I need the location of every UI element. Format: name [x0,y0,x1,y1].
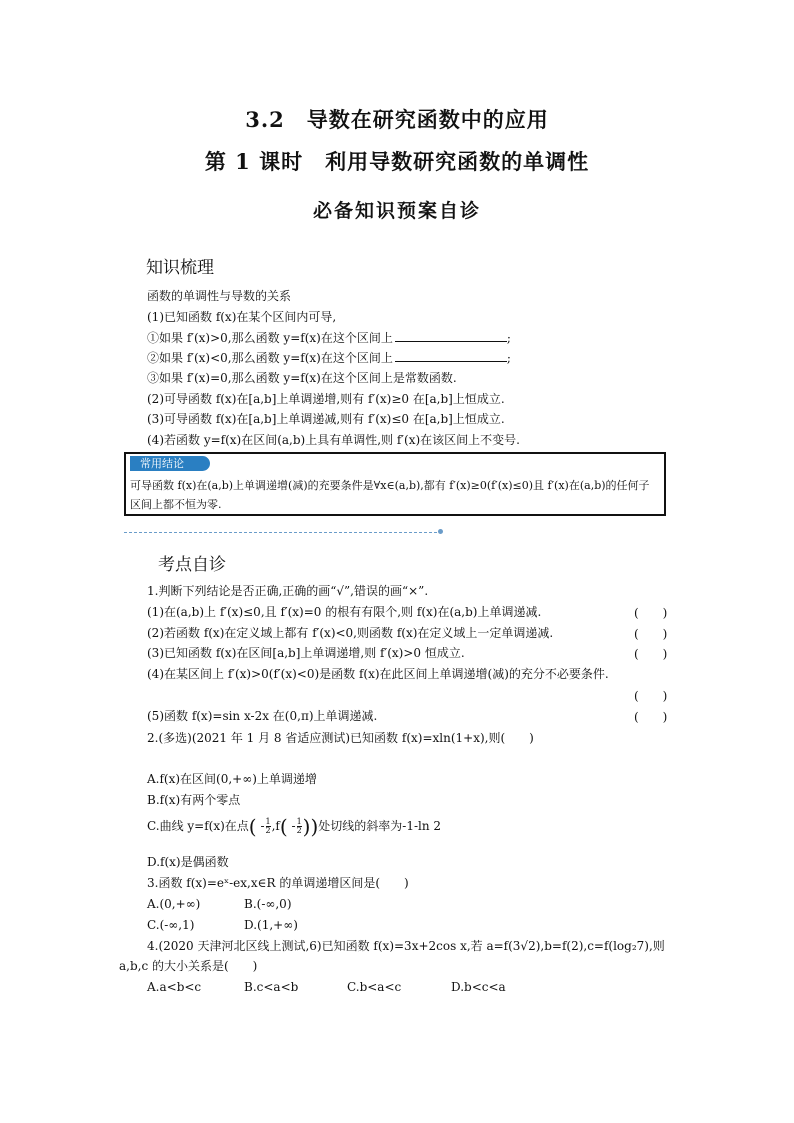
frac-num: 1 [265,817,271,826]
knowledge-line: 函数的单调性与导数的关系 [147,289,292,303]
knowledge-line: (4)若函数 y=f(x)在区间(a,b)上具有单调性,则 f′(x)在该区间上不变号. [147,433,520,447]
q4-option-c[interactable]: C.b<a<c [347,980,402,994]
blank-end: ; [506,351,511,365]
q1-item: (3)已知函数 f(x)在区间[a,b]上单调递增,则 f′(x)>0 恒成立. [147,646,465,660]
divider-dot [438,529,443,534]
knowledge-line: (1)已知函数 f(x)在某个区间内可导, [147,310,337,324]
answer-paren[interactable]: ( ) [634,710,668,724]
paren-close: ) [302,814,311,839]
question-3-stem: 3.函数 f(x)=eˣ-ex,x∈R 的单调递增区间是( ) [147,876,409,890]
knowledge-line [147,330,511,346]
q3-option-a[interactable]: A.(0,+∞) [147,897,201,911]
section-title: 3.2 导数在研究函数中的应用 [245,107,549,132]
minus-sign: - [260,819,265,833]
paren-close: ) [310,814,319,839]
conclusion-tag: 常用结论 [130,456,210,471]
f-text: ,f [271,819,280,833]
q2-option-c-post: 处切线的斜率为-1-ln 2 [318,819,442,833]
knowledge-line-text: ①如果 f′(x)>0,那么函数 y=f(x)在这个区间上 [147,331,393,345]
q1-item: (5)函数 f(x)=sin x-2x 在(0,π)上单调递减. [147,709,378,723]
q3-option-d[interactable]: D.(1,+∞) [244,918,298,932]
q4-option-a[interactable]: A.a<b<c [147,980,202,994]
paren-open: ( [248,814,257,839]
selftest-header: 考点自诊 [158,555,226,575]
answer-paren[interactable]: ( ) [634,689,668,703]
question-1-stem: 1.判断下列结论是否正确,正确的画“√”,错误的画“×”. [147,584,429,598]
q2-option-c[interactable] [147,813,441,840]
frac-den: 2 [265,826,271,835]
knowledge-line [147,350,511,366]
conclusion-box [124,452,666,516]
answer-blank[interactable] [395,330,507,342]
q2-option-d[interactable]: D.f(x)是偶函数 [147,855,229,869]
knowledge-line: (3)可导函数 f(x)在[a,b]上单调递减,则有 f′(x)≤0 在[a,b]上恒成立. [147,412,505,426]
fraction [266,818,271,835]
q2-option-b[interactable]: B.f(x)有两个零点 [147,793,241,807]
q2-option-c-pre: C.曲线 y=f(x)在点 [147,819,249,833]
q3-option-c[interactable]: C.(-∞,1) [147,918,195,932]
knowledge-line-text: ②如果 f′(x)<0,那么函数 y=f(x)在这个区间上 [147,351,393,365]
lesson-title: 第 1 课时 利用导数研究函数的单调性 [204,149,590,174]
part-title: 必备知识预案自诊 [312,200,481,222]
answer-blank[interactable] [395,350,507,362]
q1-item: (4)在某区间上 f′(x)>0(f′(x)<0)是函数 f(x)在此区间上单调递增(减)的充分不必要条件. [147,667,609,681]
question-2-stem: 2.(多选)(2021 年 1 月 8 省适应测试)已知函数 f(x)=xln(1+x),则( ) [147,731,534,745]
q4-option-b[interactable]: B.c<a<b [244,980,299,994]
section-divider [124,532,442,533]
answer-paren[interactable]: ( ) [634,627,668,641]
frac-num: 1 [296,817,302,826]
q2-option-a[interactable]: A.f(x)在区间(0,+∞)上单调递增 [147,772,317,786]
question-4-stem: 4.(2020 天津河北区线上测试,6)已知函数 f(x)=3x+2cos x,若 a=f(3√2),b=f(2),c=f(log₂7),则 [147,939,665,953]
blank-end: ; [506,331,511,345]
fraction [297,818,302,835]
paren-open: ( [279,814,288,839]
knowledge-header: 知识梳理 [146,258,214,278]
q4-option-d[interactable]: D.b<c<a [451,980,506,994]
answer-paren[interactable]: ( ) [634,647,668,661]
knowledge-line: (2)可导函数 f(x)在[a,b]上单调递增,则有 f′(x)≥0 在[a,b]上恒成立. [147,392,505,406]
q3-option-b[interactable]: B.(-∞,0) [244,897,292,911]
q1-item: (1)在(a,b)上 f′(x)≤0,且 f′(x)=0 的根有有限个,则 f(x)在(a,b)上单调递减. [147,605,542,619]
frac-den: 2 [296,826,302,835]
answer-paren[interactable]: ( ) [634,606,668,620]
question-4-stem-cont: a,b,c 的大小关系是( ) [119,959,258,973]
q1-item: (2)若函数 f(x)在定义域上都有 f′(x)<0,则函数 f(x)在定义域上一定单调递减. [147,626,554,640]
conclusion-text: 可导函数 f(x)在(a,b)上单调递增(减)的充要条件是∀x∈(a,b),都有 f′(x)≥0(f′(x)≤0)且 f′(x)在(a,b)的任何子区间上都不恒为零. [130,479,650,511]
minus-sign: - [291,819,296,833]
knowledge-line: ③如果 f′(x)=0,那么函数 y=f(x)在这个区间上是常数函数. [147,371,457,385]
